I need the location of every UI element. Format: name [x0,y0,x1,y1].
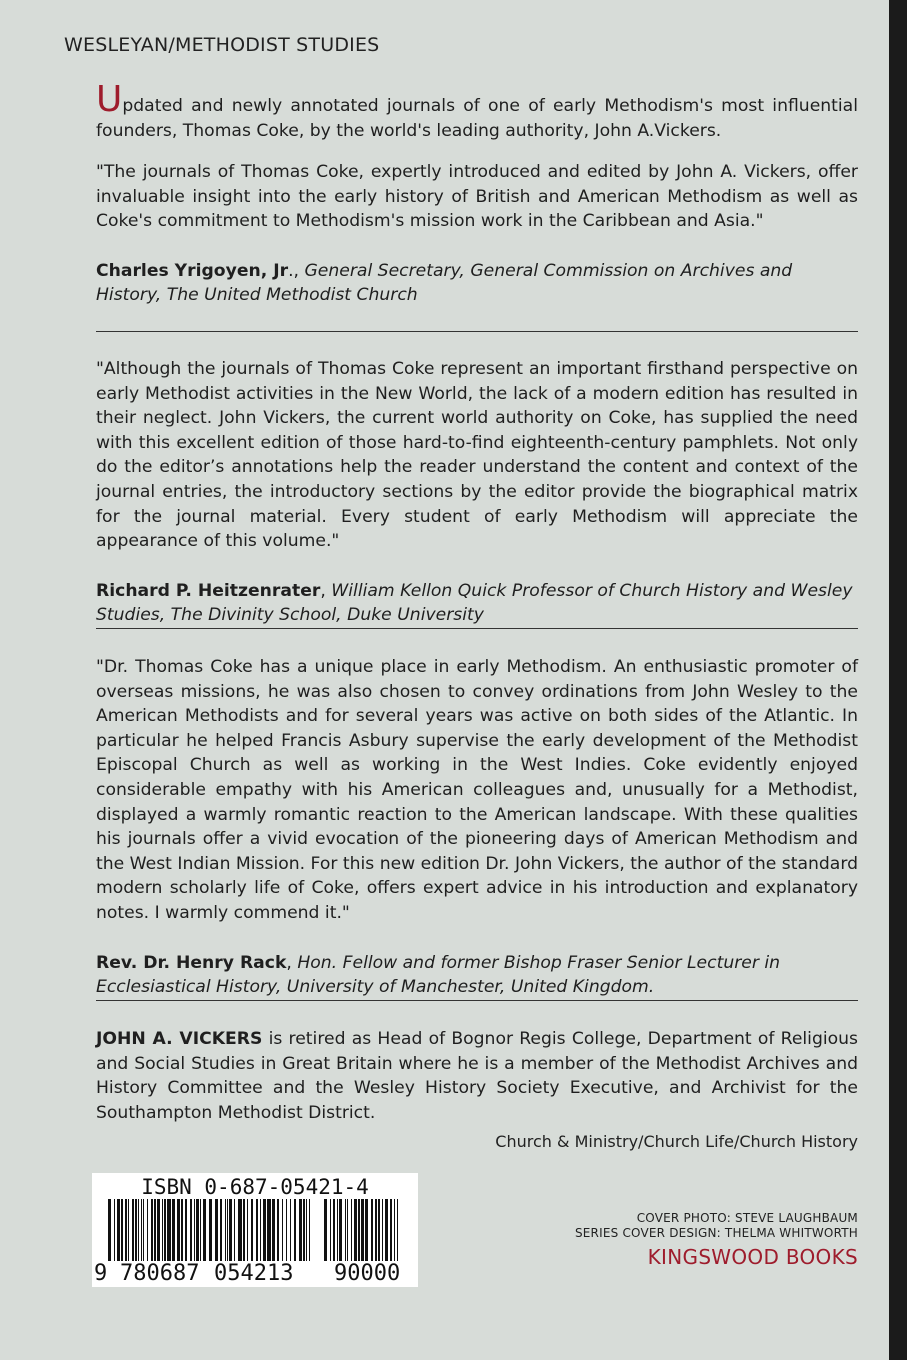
barcode-bar [358,1199,360,1261]
endorsement-quote: "Although the journals of Thomas Coke represent an important firsthand perspective on early Methodist activities in the New World, the lack of a modern edition has resulted in their neglect. John Vickers, the current world authority on Coke, has supplied the need with this excellent edition of those hard-to-find eighteenth-century pamphlets. Not only do the editor’s annotations help the reader understand the content and context of the journal entries, the introductory sections by the editor provide the biographical matrix for the journal material. Every student of early Methodism will appreciate the appearance of this volume." [96,359,858,552]
barcode-bar [272,1199,275,1261]
endorsement-quote: "Dr. Thomas Coke has a unique place in early Methodism. An enthusiastic promoter of overseas missions, he was also chosen to convey ordinations from John Wesley to the American Methodists and for several years was active on both sides of the Atlantic. In particular he helped Francis Asbury supervise the early development of the Methodist Episcopal Church as well as working in the West Indies. Coke evidently enjoyed considerable empathy with his American colleagues and, unusually for a Methodist, displayed a warmly romantic reaction to the American landscape. With these qualities his journals offer a vivid evocation of the pioneering days of American Methodism and the West Indian Mission. For this new edition Dr. John Vickers, the author of the standard modern scholarly life of Coke, offers expert advice in his introduction and explanatory notes. I warmly commend it." [96,657,858,923]
barcode-bar [375,1199,377,1261]
barcode-bar [194,1199,195,1261]
barcode-bar [347,1199,348,1261]
barcode-bar [167,1199,171,1261]
endorser-name: Charles Yrigoyen, Jr [96,260,289,281]
author-paragraph [96,1027,858,1125]
barcode-bar [162,1199,163,1261]
series-title: WESLEYAN/METHODIST STUDIES [64,34,380,56]
endorsement-attribution [96,259,858,308]
barcode-bar [238,1199,242,1261]
barcode-bar [190,1199,192,1261]
barcode-bar [333,1199,335,1261]
barcode-bar [251,1199,253,1261]
author-bio [96,1027,858,1125]
barcode-bar [243,1199,245,1261]
barcode-addon-digits: 90000 [334,1261,401,1286]
endorser-name: Rev. Dr. Henry Rack [96,952,287,973]
endorsement-attribution [96,579,858,628]
barcode-bar [227,1199,228,1261]
barcode-bar [138,1199,139,1261]
divider-rule [96,1000,858,1001]
barcode-digits-left: 780687 [120,1261,200,1286]
barcode-bar [121,1199,123,1261]
endorser-role: Hon. Fellow and former Bishop Fraser Senior Lecturer in Ecclesiastical History, University of Manchester, United Kingdom. [96,952,781,998]
endorser-separator: , [320,580,332,601]
barcode-bar [394,1199,395,1261]
endorsement-2 [96,357,858,628]
category-label: Church & Ministry/Church Life/Church History [495,1132,858,1151]
publisher-name: KINGSWOOD BOOKS [647,1245,858,1269]
barcode-bar [108,1199,111,1261]
barcode-bar [177,1199,180,1261]
cover-credits [575,1211,858,1241]
barcode-bar [378,1199,380,1261]
barcode-bar [172,1199,175,1261]
barcode-bar [143,1199,144,1261]
barcode-bar [263,1199,266,1261]
barcode-bar [225,1199,226,1261]
design-credit: SERIES COVER DESIGN: THELMA WHITWORTH [574,1226,858,1240]
endorser-separator: ., [288,260,305,281]
barcode-bar [397,1199,398,1261]
barcode-bar [385,1199,388,1261]
endorsement-attribution [96,951,858,1000]
author-bio-text: is retired as Head of Bognor Regis College, Department of Religious and Social Studies in Great Britain where he is a member of the Methodist Archives and History Committee and the Wesley History Society Executive, and Archivist for the Southampton Methodist District. [96,1029,858,1123]
barcode-bar [354,1199,357,1261]
barcode-bar [203,1199,206,1261]
barcode-bar [247,1199,248,1261]
barcode-lead-digit: 9 [94,1261,108,1286]
barcode-bar [345,1199,346,1261]
barcode-bar [154,1199,156,1261]
barcode-bar [390,1199,392,1261]
photo-credit: COVER PHOTO: STEVE LAUGHBAUM [636,1211,858,1225]
barcode-bar [185,1199,187,1261]
barcode-bar [200,1199,201,1261]
barcode-bar [128,1199,129,1261]
barcode-bar [151,1199,153,1261]
endorser-role: General Secretary, General Commission on Archives and History, The United Methodist Church [96,260,793,306]
barcode-bar [324,1199,327,1261]
divider-rule [96,331,858,332]
barcode-bar [306,1199,307,1261]
barcode-bar [371,1199,373,1261]
endorsement-1 [96,160,858,308]
barcode-bar [337,1199,338,1261]
barcode-bar [365,1199,368,1261]
barcode-bar [215,1199,218,1261]
barcode-bar [286,1199,287,1261]
barcode-bar [135,1199,137,1261]
barcode-bar [147,1199,148,1261]
barcode-bar [157,1199,160,1261]
isbn-barcode [92,1173,418,1287]
barcode-bar [256,1199,258,1261]
barcode-bar [351,1199,352,1261]
author-name: JOHN A. VICKERS [96,1029,263,1049]
endorser-name: Richard P. Heitzenrater [96,580,321,601]
divider-rule [96,628,858,629]
barcode-bar [234,1199,235,1261]
barcode-bar [294,1199,296,1261]
barcode-bar [117,1199,120,1261]
barcode-bar [303,1199,305,1261]
barcode-bar [309,1199,310,1261]
barcode-bar [229,1199,232,1261]
drop-cap: U [96,79,123,120]
endorsement-3 [96,655,858,1000]
intro-text: pdated and newly annotated journals of one of early Methodism's most influential founders, Thomas Coke, by the world's leading authority, John A.Vickers. [96,96,858,141]
barcode-bar [339,1199,342,1261]
barcode-bar [220,1199,222,1261]
endorser-separator: , [286,952,298,973]
barcode-bar [114,1199,115,1261]
barcode-bar [382,1199,383,1261]
barcode-bar [330,1199,331,1261]
barcode-bar [290,1199,291,1261]
endorser-role: William Kellon Quick Professor of Church History and Wesley Studies, The Divinity School, Duke University [96,580,853,626]
barcode-bar [260,1199,261,1261]
intro-paragraph [96,79,858,143]
barcode-bar [141,1199,142,1261]
barcode-bar [209,1199,212,1261]
cover-edge [889,0,907,1360]
intro-block [96,79,858,143]
barcode-digits-right: 054213 [214,1261,294,1286]
barcode-bar [282,1199,283,1261]
barcode-bar [181,1199,183,1261]
barcode-bars [102,1199,408,1261]
barcode-bar [164,1199,166,1261]
isbn-number: ISBN 0-687-05421-4 [141,1175,369,1199]
barcode-bar [277,1199,279,1261]
barcode-bar [196,1199,199,1261]
barcode-bar [361,1199,364,1261]
barcode-bar [132,1199,134,1261]
barcode-bar [267,1199,271,1261]
endorsement-quote: "The journals of Thomas Coke, expertly introduced and edited by John A. Vickers, offer invaluable insight into the early history of British and American Methodism as well as Coke's commitment to Methodism's mission work in the Caribbean and Asia." [96,162,858,232]
barcode-bar [125,1199,127,1261]
barcode-bar [299,1199,302,1261]
